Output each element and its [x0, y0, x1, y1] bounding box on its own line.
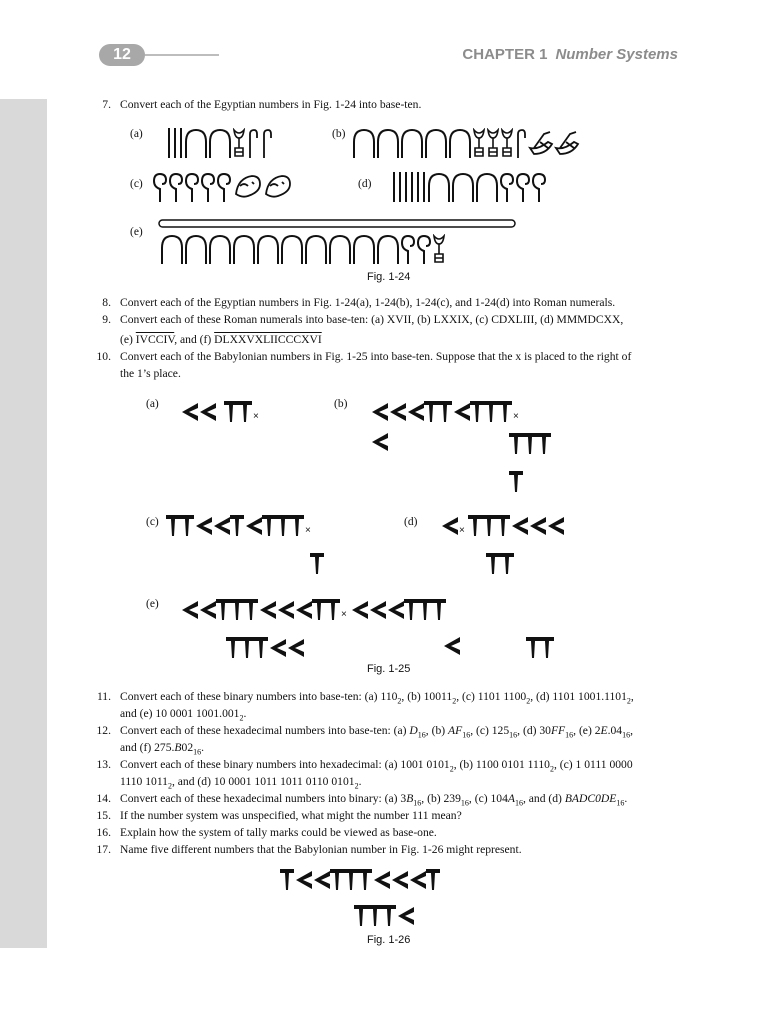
chapter-label: CHAPTER 1 [462, 46, 548, 63]
wedge-one-icon [230, 514, 244, 536]
roman-overlined-e: IVCCIV [135, 333, 175, 346]
wedge-one-icon [418, 598, 432, 620]
label-10d: (d) [404, 516, 418, 528]
base-subscript: 16 [622, 730, 631, 740]
wedge-one-icon [330, 868, 344, 890]
text-fragment: , [630, 690, 634, 703]
heel-bone-10 [160, 234, 184, 264]
label-7d: (d) [358, 178, 372, 190]
chevron-ten-icon [372, 870, 390, 890]
heel-bone-10 [451, 172, 475, 202]
place-marker: × [513, 411, 519, 422]
coil-100 [499, 172, 515, 202]
chevron-ten-icon [406, 402, 424, 422]
egyptian-number-e [160, 234, 446, 264]
text-fragment: , (c) 1 0111 0000 [553, 758, 633, 771]
heel-bone-10 [376, 128, 400, 158]
problem-number: 17. [96, 843, 111, 856]
lotus-1000 [232, 128, 246, 158]
chevron-ten-icon [180, 600, 198, 620]
place-marker: × [253, 411, 259, 422]
text-fragment: , (b) 10011 [401, 690, 453, 703]
hex-digit: E [600, 724, 608, 737]
label-7e: (e) [130, 226, 143, 238]
babylonian-number-b-row2 [370, 432, 388, 452]
base-subscript: 16 [616, 798, 625, 808]
wedge-one-icon [537, 432, 551, 454]
astonished-man-1000000 [232, 172, 262, 202]
chapter-header [462, 46, 678, 63]
wedge-one-icon [404, 598, 418, 620]
chevron-ten-icon [546, 516, 564, 536]
wedge-one-icon [354, 904, 368, 926]
hex-digit: BADC0DE [564, 792, 617, 805]
heel-bone-10 [424, 128, 448, 158]
text-fragment: . [358, 775, 362, 788]
chevron-ten-icon [390, 870, 408, 890]
babylonian-number-e-row2-right [526, 636, 554, 658]
text-fragment: , (b) 1100 0101 1110 [453, 758, 550, 771]
wedge-one-icon [540, 636, 554, 658]
wedge-one-icon [180, 514, 194, 536]
wedge-one-icon [254, 636, 268, 658]
problem-number: 8. [102, 296, 111, 309]
chevron-ten-icon [212, 516, 230, 536]
label-10c: (c) [146, 516, 159, 528]
text-fragment: . [201, 741, 205, 754]
problem-text: Convert each of the Egyptian numbers in Fig. 1-24 into base-ten. [120, 98, 422, 111]
heel-bone-10 [448, 128, 472, 158]
wedge-one-icon [244, 598, 258, 620]
tadpole-100000 [528, 128, 554, 158]
egyptian-number-a [166, 128, 274, 158]
heel-bone-10 [208, 234, 232, 264]
problem-text: Name five different numbers that the Babylonian number in Fig. 1-26 might represent. [120, 843, 522, 856]
wedge-one-icon [166, 514, 180, 536]
text-fragment: and (e) 10 0001 1001.001 [120, 707, 240, 720]
chevron-ten-icon [510, 516, 528, 536]
chevron-ten-icon [312, 870, 330, 890]
chevron-ten-icon [368, 600, 386, 620]
roman-overlined-f: DLXXVXLIICCCXVI [214, 333, 322, 346]
wedge-one-icon [496, 514, 510, 536]
base-subscript: 2 [167, 781, 172, 791]
chevron-ten-icon [198, 402, 216, 422]
label-7c: (c) [130, 178, 143, 190]
coil-100 [531, 172, 547, 202]
wedge-one-icon [276, 514, 290, 536]
wedge-one-icon [262, 514, 276, 536]
header-rule [145, 54, 219, 56]
babylonian-number-b-row3 [509, 470, 523, 492]
hex-digit: B [406, 792, 414, 805]
hex-digit: FF [550, 724, 566, 737]
heel-bone-10 [376, 234, 400, 264]
hex-digit: B [174, 741, 182, 754]
babylonian-number-c-row1 [166, 514, 314, 536]
figure-caption-1-25: Fig. 1-25 [367, 663, 411, 675]
chevron-ten-icon [194, 516, 212, 536]
wedge-one-icon [310, 552, 324, 574]
text-fragment: , (d) 1101 1001.1101 [530, 690, 627, 703]
wedge-one-icon [326, 598, 340, 620]
wedge-one-icon [482, 514, 496, 536]
coil-100 [184, 172, 200, 202]
babylonian-number-d-row2 [486, 552, 514, 574]
heel-bone-10 [184, 234, 208, 264]
problem-number: 14. [96, 792, 111, 805]
heel-bone-10 [352, 128, 376, 158]
wedge-one-icon [500, 552, 514, 574]
chevron-ten-icon [350, 600, 368, 620]
heel-bone-10 [256, 234, 280, 264]
chevron-ten-icon [180, 402, 198, 422]
problem-number: 11. [96, 690, 111, 703]
base-subscript: 16 [509, 730, 518, 740]
hex-digit: AF [448, 724, 463, 737]
wedge-one-icon [426, 868, 440, 890]
base-subscript: 2 [626, 696, 631, 706]
astonished-man-1000000 [262, 172, 292, 202]
problem-number: 12. [96, 724, 111, 737]
chevron-ten-icon [408, 870, 426, 890]
text-fragment: , (c) 104 [468, 792, 508, 805]
chevron-ten-icon [370, 432, 388, 452]
base-subscript: 2 [549, 764, 554, 774]
problem-text: Explain how the system of tally marks could be viewed as base-one. [120, 826, 437, 839]
place-marker: × [459, 525, 465, 536]
babylonian-number-b-row1 [370, 400, 522, 422]
heel-bone-10 [352, 234, 376, 264]
problem-number: 10. [96, 350, 111, 363]
text-fragment: . [624, 792, 628, 805]
wedge-one-icon [468, 514, 482, 536]
wedge-one-icon [240, 636, 254, 658]
babylonian-number-e-row1 [180, 598, 446, 620]
problem-text: Convert each of the Babylonian numbers in Fig. 1-25 into base-ten. Suppose that the x is placed to the right of [120, 350, 632, 363]
text-fragment: , and (d) [522, 792, 565, 805]
wedge-one-icon [312, 598, 326, 620]
problem-text: Convert each of the Egyptian numbers in Fig. 1-24(a), 1-24(b), 1-24(c), and 1-24(d) into Roman numerals. [120, 296, 616, 309]
base-subscript: 16 [417, 730, 426, 740]
base-subscript: 2 [239, 713, 244, 723]
chevron-ten-icon [528, 516, 546, 536]
place-marker: × [305, 525, 311, 536]
problem-number: 9. [102, 313, 111, 326]
base-subscript: 2 [452, 696, 457, 706]
text-fragment: , (e) 2 [573, 724, 601, 737]
text-fragment: . [243, 707, 247, 720]
chevron-ten-icon [386, 600, 404, 620]
heel-bone-10 [304, 234, 328, 264]
coil-100 [216, 172, 232, 202]
base-subscript: 16 [462, 730, 471, 740]
base-subscript: 16 [565, 730, 574, 740]
coil-100 [200, 172, 216, 202]
hex-digit: A [507, 792, 515, 805]
wedge-one-icon [484, 400, 498, 422]
tadpole-100000 [554, 128, 580, 158]
text-fragment: , (c) 125 [470, 724, 510, 737]
problem-text: If the number system was unspecified, what might the number 111 mean? [120, 809, 462, 822]
label-10e: (e) [146, 598, 159, 610]
page-number: 12 [99, 44, 145, 66]
wedge-one-icon [368, 904, 382, 926]
wedge-one-icon [226, 636, 240, 658]
coil-100 [152, 172, 168, 202]
egyptian-number-b [352, 128, 580, 158]
chevron-ten-icon [268, 638, 286, 658]
text-fragment: Convert each of these binary numbers into hexadecimal: (a) 1001 0101 [120, 758, 450, 771]
overbar-e [158, 219, 516, 229]
wedge-one-icon [498, 400, 512, 422]
text-fragment: 1110 1011 [120, 775, 168, 788]
chevron-ten-icon [370, 402, 388, 422]
babylonian-number-e-row2 [226, 636, 304, 658]
hex-digit: D [409, 724, 418, 737]
text-fragment: , (d) 30 [517, 724, 551, 737]
base-subscript: 16 [460, 798, 469, 808]
wedge-one-icon [509, 432, 523, 454]
egyptian-number-c [152, 172, 292, 202]
finger-10000 [246, 128, 260, 158]
coil-100 [400, 234, 416, 264]
chevron-ten-icon [442, 636, 460, 656]
base-subscript: 16 [413, 798, 422, 808]
wedge-one-icon [486, 552, 500, 574]
chevron-ten-icon [452, 402, 470, 422]
wedge-one-icon [526, 636, 540, 658]
egyptian-number-d [391, 172, 547, 202]
babylonian-number-d-row1 [440, 514, 564, 536]
figure-caption-1-26: Fig. 1-26 [367, 934, 411, 946]
base-subscript: 16 [193, 747, 202, 757]
text-fragment: 02 [181, 741, 194, 754]
base-subscript: 2 [449, 764, 454, 774]
problem-number: 13. [96, 758, 111, 771]
text-fragment: , [630, 724, 634, 737]
wedge-one-icon [238, 400, 252, 422]
wedge-one-icon [216, 598, 230, 620]
label-7a: (a) [130, 128, 143, 140]
babylonian-number-fig126-row2 [354, 904, 414, 926]
babylonian-number-e-row2-mid [442, 636, 460, 656]
finger-10000 [260, 128, 274, 158]
coil-100 [416, 234, 432, 264]
text-fragment: , (b) [425, 724, 449, 737]
chapter-title: Number Systems [555, 46, 678, 63]
chevron-ten-icon [440, 516, 458, 536]
wedge-one-icon [470, 400, 484, 422]
text-fragment: Convert each of these binary numbers into base-ten: (a) 110 [120, 690, 398, 703]
place-marker: × [341, 609, 347, 620]
heel-bone-10 [208, 128, 232, 158]
chevron-ten-icon [198, 600, 216, 620]
heel-bone-10 [475, 172, 499, 202]
chevron-ten-icon [396, 906, 414, 926]
coil-100 [168, 172, 184, 202]
text-fragment: .04 [607, 724, 623, 737]
wedge-one-icon [382, 904, 396, 926]
babylonian-number-fig126-row1 [280, 868, 440, 890]
lotus-1000 [432, 234, 446, 264]
wedge-one-icon [424, 400, 438, 422]
problem-number: 7. [102, 98, 111, 111]
babylonian-number-b-row2-right [509, 432, 551, 454]
lotus-1000 [486, 128, 500, 158]
chevron-ten-icon [286, 638, 304, 658]
page-margin-band [0, 99, 47, 948]
wedge-one-icon [438, 400, 452, 422]
problem-text [120, 331, 322, 348]
text-fragment: , (c) 1101 1100 [456, 690, 527, 703]
label-7b: (b) [332, 128, 346, 140]
text-fragment: (e) [120, 333, 136, 346]
problem-text: Convert each of these Roman numerals into base-ten: (a) XVII, (b) LXXIX, (c) CDXLIII, (d) MMMDCXX, [120, 313, 624, 326]
chevron-ten-icon [294, 600, 312, 620]
wedge-one-icon [432, 598, 446, 620]
wedge-one-icon [523, 432, 537, 454]
chevron-ten-icon [258, 600, 276, 620]
babylonian-number-c-row2 [310, 552, 324, 574]
base-subscript: 2 [354, 781, 359, 791]
heel-bone-10 [184, 128, 208, 158]
chevron-ten-icon [244, 516, 262, 536]
wedge-one-icon [280, 868, 294, 890]
wedge-one-icon [358, 868, 372, 890]
babylonian-number-a [180, 400, 262, 422]
chevron-ten-icon [294, 870, 312, 890]
problem-text: the 1’s place. [120, 367, 181, 380]
text-fragment: Convert each of these hexadecimal numbers into base-ten: (a) [120, 724, 410, 737]
label-10b: (b) [334, 398, 348, 410]
heel-bone-10 [400, 128, 424, 158]
lotus-1000 [500, 128, 514, 158]
finger-10000 [514, 128, 528, 158]
wedge-one-icon [290, 514, 304, 536]
coil-100 [515, 172, 531, 202]
base-subscript: 2 [526, 696, 531, 706]
heel-bone-10 [427, 172, 451, 202]
label-10a: (a) [146, 398, 159, 410]
text-fragment: and (f) 275. [120, 741, 175, 754]
heel-bone-10 [280, 234, 304, 264]
text-fragment: , and (f) [174, 333, 215, 346]
lotus-1000 [472, 128, 486, 158]
wedge-one-icon [224, 400, 238, 422]
text-fragment: , (b) 239 [421, 792, 461, 805]
text-fragment: Convert each of these hexadecimal numbers into binary: (a) 3 [120, 792, 407, 805]
problem-number: 15. [96, 809, 111, 822]
figure-caption-1-24: Fig. 1-24 [367, 271, 411, 283]
base-subscript: 2 [397, 696, 402, 706]
chevron-ten-icon [388, 402, 406, 422]
text-fragment: , and (d) 10 0001 1011 1011 0110 0101 [171, 775, 355, 788]
heel-bone-10 [232, 234, 256, 264]
wedge-one-icon [509, 470, 523, 492]
heel-bone-10 [328, 234, 352, 264]
chevron-ten-icon [276, 600, 294, 620]
base-subscript: 16 [514, 798, 523, 808]
wedge-one-icon [344, 868, 358, 890]
wedge-one-icon [230, 598, 244, 620]
problem-number: 16. [96, 826, 111, 839]
